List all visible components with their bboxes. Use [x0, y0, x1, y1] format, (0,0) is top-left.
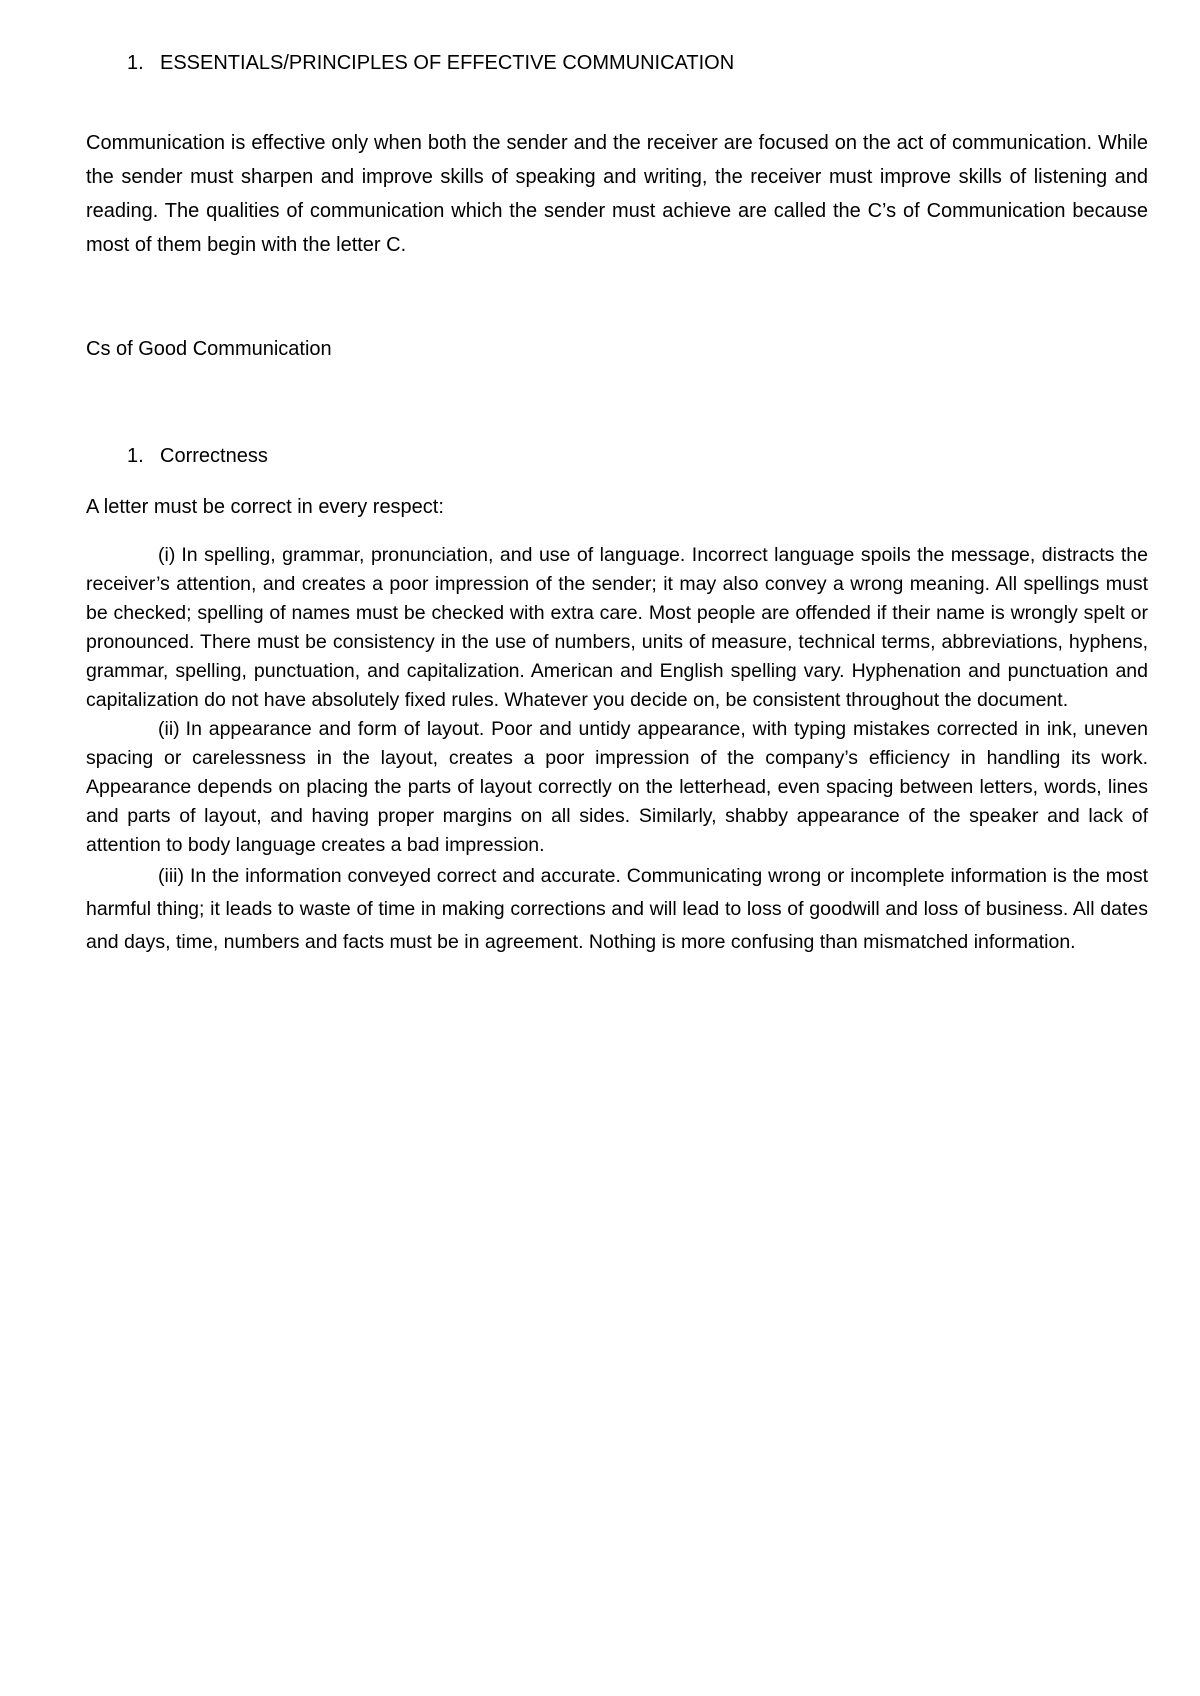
correctness-points [86, 541, 1148, 959]
point-text: In appearance and form of layout. Poor and untidy appearance, with typing mistakes corrected in ink, uneven spacing or carelessness in the layout, creates a poor impression of the company’s efficiency in handling its work. Appearance depends on placing the parts of layout correctly on the letterhead, even spacing between letters, words, lines and parts of layout, and having proper margins on all sides. Similarly, shabby appearance of the speaker and lack of attention to body language creates a bad impression. [86, 718, 1148, 856]
correctness-title: Correctness [160, 445, 268, 467]
point-marker: (i) [158, 544, 176, 566]
point-item [86, 860, 1148, 959]
point-text: In spelling, grammar, pronunciation, and use of language. Incorrect language spoils the message, distracts the receiver’s attention, and creates a poor impression of the sender; it may also convey a wrong meaning. All spellings must be checked; spelling of names must be checked with extra care. Most people are offended if their name is wrongly spelt or pronounced. There must be consistency in the use of numbers, units of measure, technical terms, abbreviations, hyphens, grammar, spelling, punctuation, and capitalization. American and English spelling vary. Hyphenation and punctuation and capitalization do not have absolutely fixed rules. Whatever you decide on, be consistent throughout the document. [86, 544, 1148, 711]
correctness-lead: A letter must be correct in every respect: [86, 496, 444, 518]
correctness-heading [127, 443, 268, 469]
point-text: In the information conveyed correct and accurate. Communicating wrong or incomplete information is the most harmful thing; it leads to waste of time in making corrections and will lead to loss of goodwill and loss of business. All dates and days, time, numbers and facts must be in agreement. Nothing is more confusing than mismatched information. [86, 865, 1148, 953]
subheading: Cs of Good Communication [86, 338, 332, 360]
section-title: ESSENTIALS/PRINCIPLES OF EFFECTIVE COMMUNICATION [160, 52, 735, 74]
point-marker: (iii) [158, 865, 184, 887]
point-item [86, 715, 1148, 860]
section-heading [127, 50, 734, 76]
point-marker: (ii) [158, 718, 180, 740]
point-item [86, 541, 1148, 715]
intro-paragraph: Communication is effective only when both the sender and the receiver are focused on the act of communication. While the sender must sharpen and improve skills of speaking and writing, the receiver must improve skills of listening and reading. The qualities of communication which the sender must achieve are called the C’s of Communication because most of them begin with the letter C. [86, 132, 1148, 256]
correctness-number: 1. [127, 445, 144, 467]
section-number: 1. [127, 52, 144, 74]
